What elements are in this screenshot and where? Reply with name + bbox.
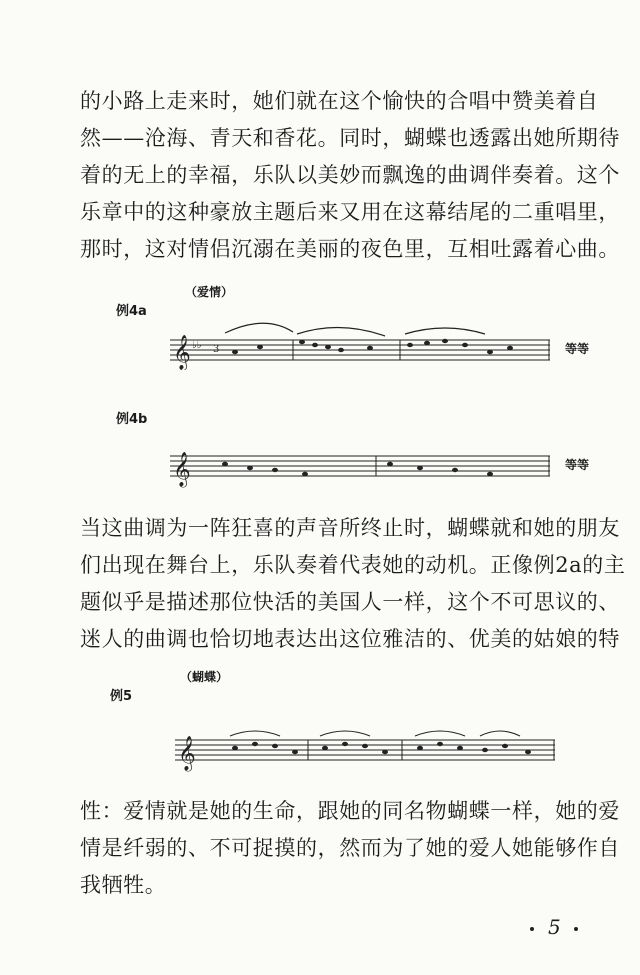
music-staff-4a xyxy=(165,318,555,370)
svg-text:♭♭: ♭♭ xyxy=(192,340,202,351)
page-number-dot xyxy=(574,927,578,931)
example-4a-label: 例4a xyxy=(116,304,147,319)
paragraph-2 xyxy=(80,510,632,658)
text-line: 那时，这对情侣沉溺在美丽的夜色里，互相吐露着心曲。 xyxy=(80,237,620,261)
text-line: 性：爱情就是她的生命，跟她的同名物蝴蝶一样，她的爱 xyxy=(80,799,620,823)
text-line: 当这曲调为一阵狂喜的声音所终止时，蝴蝶就和她的朋友 xyxy=(80,516,620,540)
example-4b-etc: 等等 xyxy=(565,458,590,472)
paragraph-1 xyxy=(80,83,632,268)
text-line: 乐章中的这种豪放主题后来又用在这幕结尾的二重唱里， xyxy=(80,200,620,224)
text-line: 题似乎是描述那位快活的美国人一样，这个不可思议的、 xyxy=(80,590,620,614)
page-number-dot xyxy=(530,927,534,931)
example-4a-caption: （爱情） xyxy=(185,285,234,299)
svg-text:3: 3 xyxy=(213,344,220,355)
example-4a-etc: 等等 xyxy=(565,342,590,356)
text-line: 们出现在舞台上，乐队奏着代表她的动机。正像例2a的主 xyxy=(80,553,626,577)
paragraph-3 xyxy=(80,793,632,904)
music-staff-4b xyxy=(165,440,555,492)
text-line: 着的无上的幸福，乐队以美妙而飘逸的曲调伴奏着。这个 xyxy=(80,163,620,187)
text-line: 迷人的曲调也恰切地表达出这位雅洁的、优美的姑娘的特 xyxy=(80,627,620,651)
text-line: 情是纤弱的、不可捉摸的，然而为了她的爱人她能够作自 xyxy=(80,836,620,860)
svg-text:𝄞: 𝄞 xyxy=(178,736,196,771)
example-4b-label: 例4b xyxy=(116,412,148,427)
svg-text:𝄞: 𝄞 xyxy=(173,335,191,370)
music-staff-5 xyxy=(170,722,560,774)
text-line: 的小路上走来时，她们就在这个愉快的合唱中赞美着自 xyxy=(80,89,599,113)
svg-text:𝄞: 𝄞 xyxy=(173,452,191,487)
page-number: 5 xyxy=(548,915,561,939)
example-5-caption: （蝴蝶） xyxy=(180,670,229,684)
example-5-label: 例5 xyxy=(110,689,133,704)
text-line: 然——沧海、青天和香花。同时，蝴蝶也透露出她所期待 xyxy=(80,126,620,150)
text-line: 我牺牲。 xyxy=(80,873,167,897)
